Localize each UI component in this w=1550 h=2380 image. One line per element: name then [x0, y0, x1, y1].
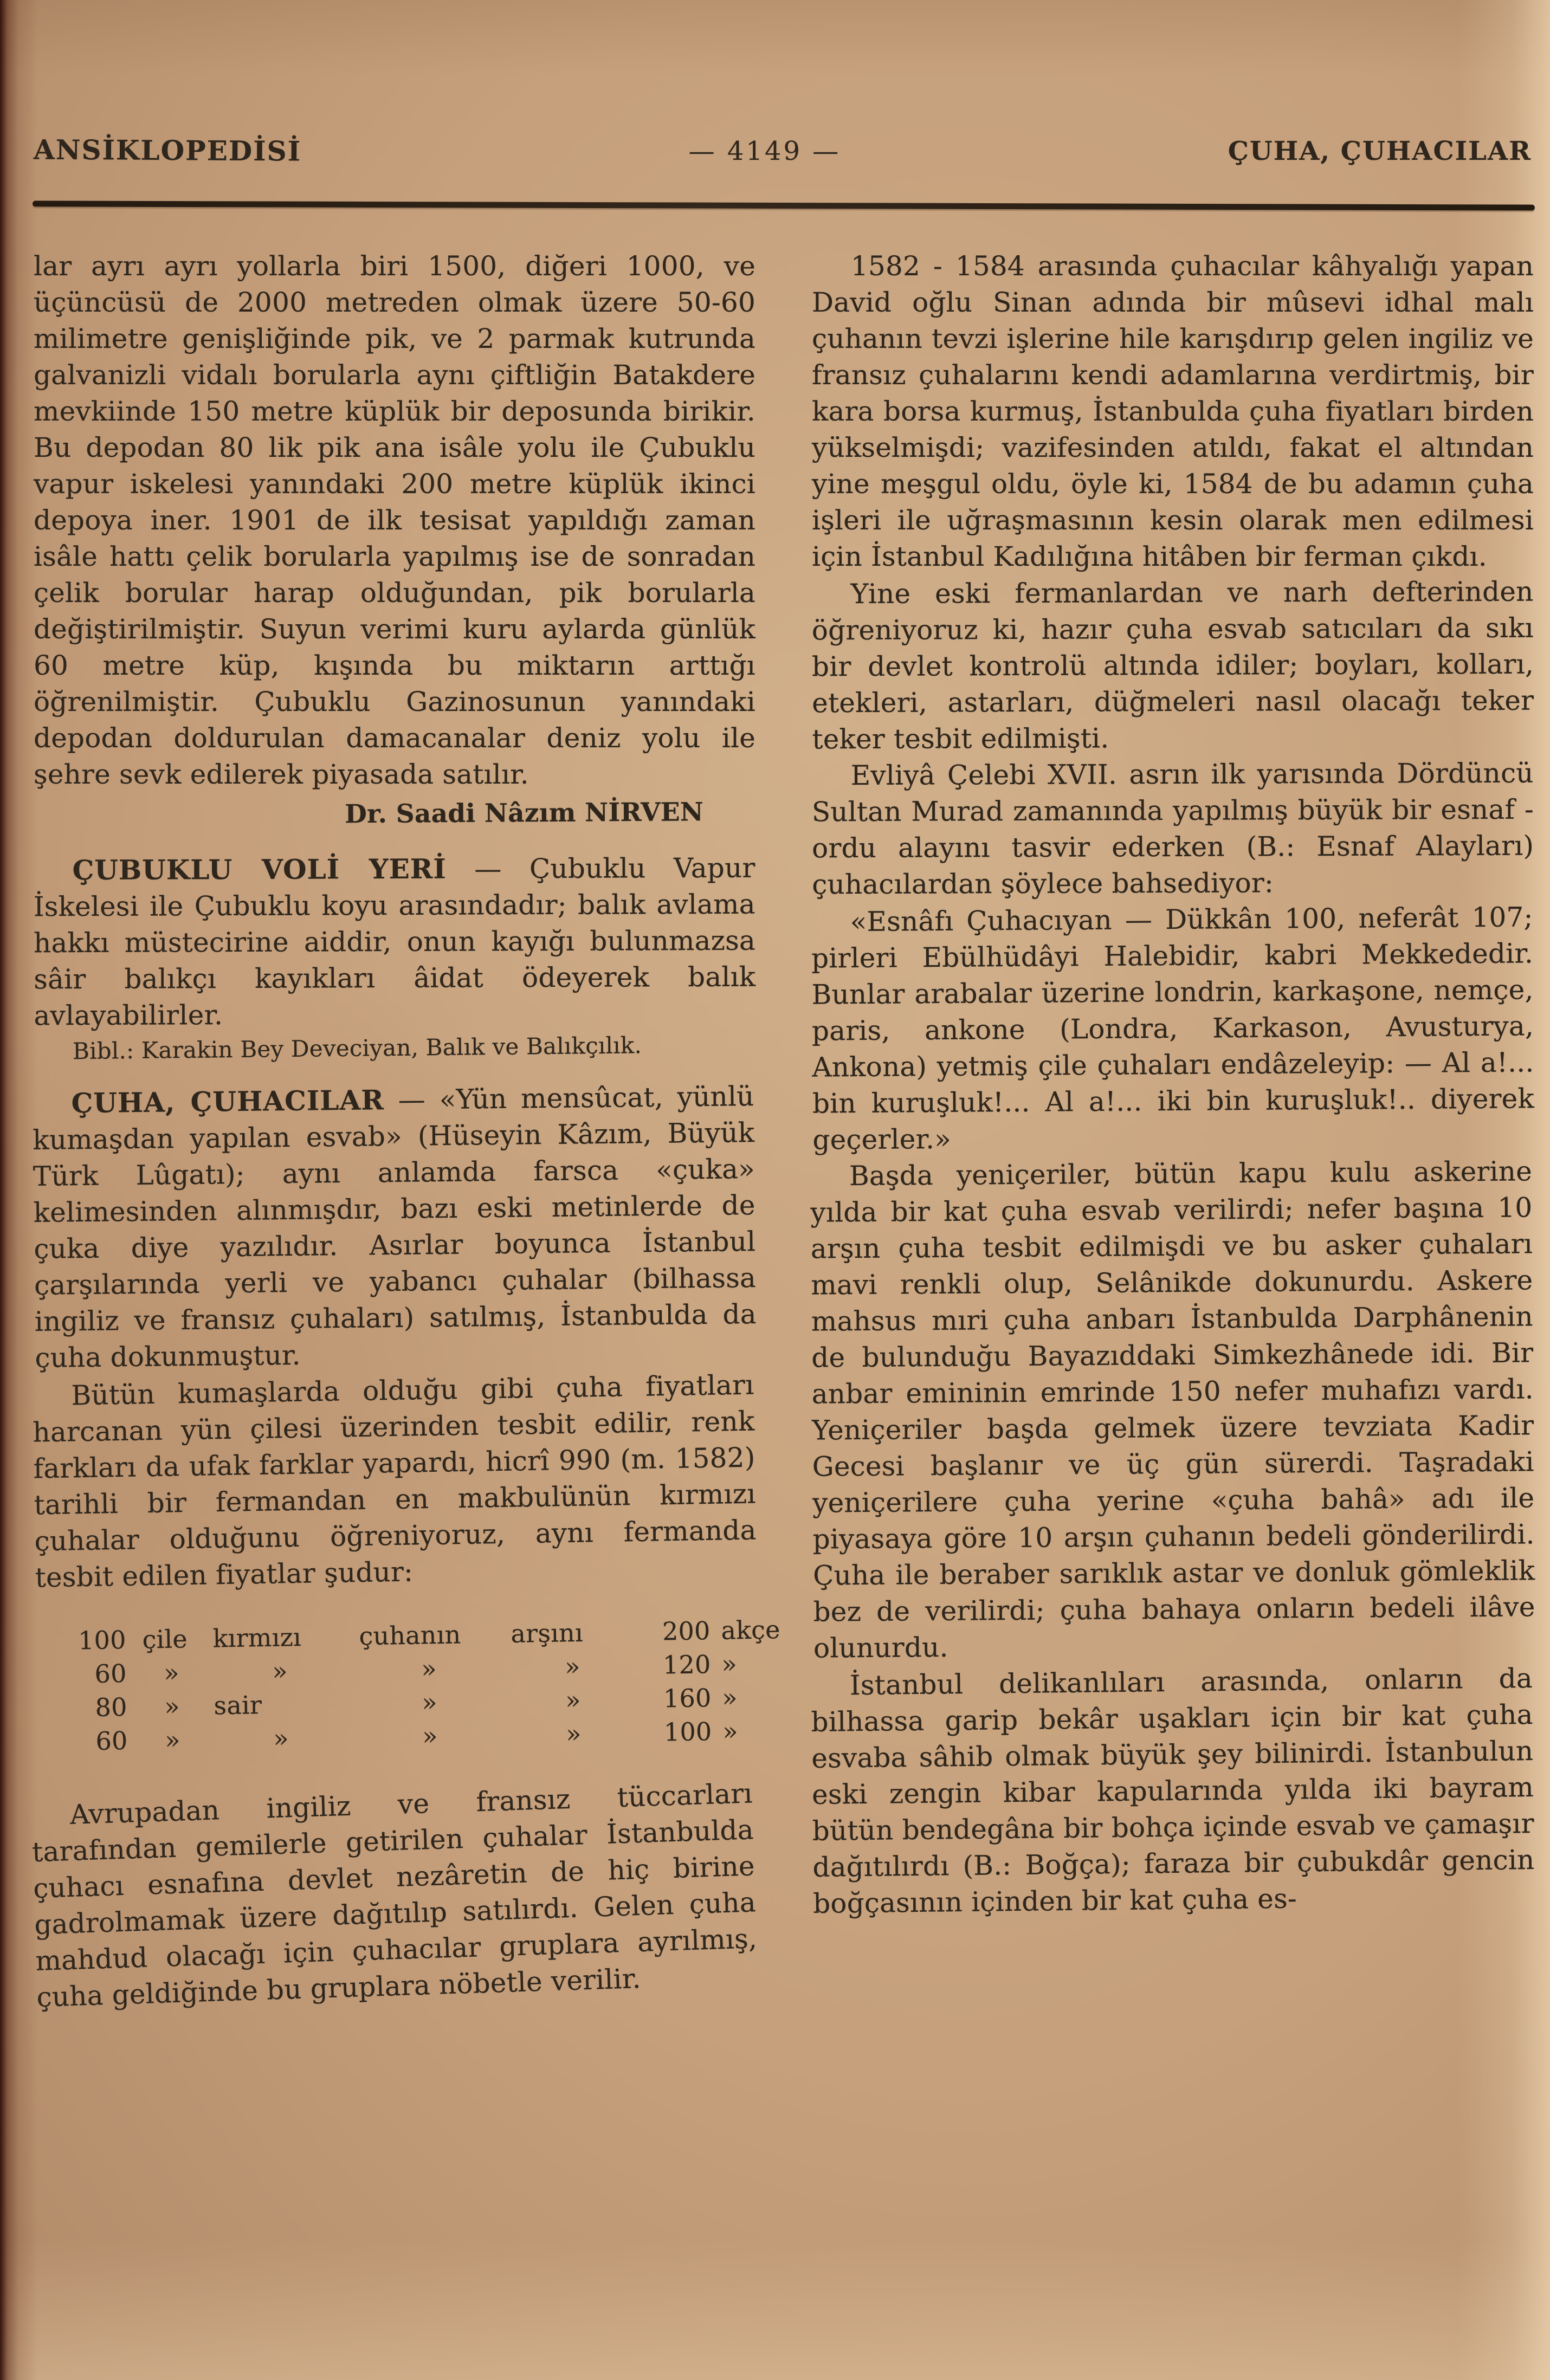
- header-rule: [33, 201, 1535, 210]
- paragraph-imported-cuha: Avrupadan ingiliz ve fransız tüccarları tarafından gemilerle getirilen çuhalar İstanbulda çuhacı esnafına devlet nezâretin de hiç birine gadrolmamak üzere dağıtılıp satılırdı. Gelen çuha mahdud olacağı için çuhacılar gruplara ayrılmış, çuha geldiğinde bu gruplara nöbetle verilir.: [31, 1777, 758, 2014]
- right-column: [812, 248, 1534, 2002]
- table-cell: »: [164, 1725, 181, 1755]
- table-cell: akçe: [721, 1615, 780, 1645]
- paragraph-esnafi-cuhaciyan-quote: «Esnâfı Çuhacıyan — Dükkân 100, neferât 107; pirleri Ebülhüdâyi Halebidir, kabri Mekkededir. Bunlar arabalar üzerine londrin, karkaşone, nemçe, paris, ankone (Londra, Karkason, Avusturya, Ankona) yetmiş çile çuhaları endâzeleyip: — Al a!... bin kuruşluk!... Al a!... iki bin kuruşluk!.. diyerek geçerler.»: [811, 901, 1535, 1156]
- entry-text-cuha-cuhacilar: — «Yün mensûcat, yünlü kumaşdan yapılan esvab» (Hüseyin Kâzım, Büyük Türk Lûgatı); aynı anlamda farsca «çuka» kelimesinden alınmışdır, bazı eski metinlerde de çuka diye yazılıdır. Asırlar boyunca İstanbul çarşılarında yerli ve yabancı çuhalar (bilhassa ingiliz ve fransız çuhaları) satılmış, İstanbulda da çuha dokunmuştur.: [32, 1081, 757, 1374]
- table-cell: 160: [663, 1683, 712, 1713]
- entry-cuha-cuhacilar: [32, 1078, 757, 1376]
- page-header: [34, 134, 1532, 166]
- price-table: [54, 1613, 780, 1758]
- paragraph-narh-defterleri: Yine eski fermanlardan ve narh defterinden öğreniyoruz ki, hazır çuha esvab satıcıları da sıkı bir devlet kontrolü altında idiler; boyları, kolları, etekleri, astarları, düğmeleri nasıl olacağı teker teker tesbit edilmişti.: [811, 575, 1534, 755]
- left-column: [31, 248, 780, 2014]
- table-cell: »: [273, 1723, 289, 1753]
- table-cell: »: [564, 1651, 581, 1681]
- table-cell: 80: [95, 1692, 127, 1722]
- paragraph-yeniceri-cuha: Başda yeniçeriler, bütün kapu kulu askerine yılda bir kat çuha esvab verilirdi; nefer başına 10 arşın çuha tesbit edilmişdi ve bu asker çuhaları mavi renkli olup, Selânikde dokunurdu. Askere mahsus mıri çuha anbarı İstanbulda Darphânenin de bulunduğu Bayazıddaki Simkezhânede idi. Bir anbar emininin emrinde 150 nefer muhafızı vardı. Yeniçeriler başda gelmek üzere tevziata Kadir Gecesi başlanır ve üç gün sürerdi. Taşradaki yeniçerilere çuha yerine «çuha bahâ» adı ile piyasaya göre 10 arşın çuhanın bedeli gönderilirdi. Çuha ile beraber sarıklık astar ve donluk gömleklik bez de verilirdi; çuha bahaya onların bedeli ilâve olunurdu.: [810, 1155, 1535, 1664]
- page-number: — 4149 —: [688, 136, 841, 166]
- entry-title-cubuklu-voli-yeri: ÇUBUKLU VOLİ YERİ: [72, 852, 447, 887]
- two-column-text: [31, 248, 1535, 2014]
- table-cell: sair: [214, 1690, 262, 1721]
- paragraph-cubuklu-water-continuation: lar ayrı ayrı yollarla biri 1500, diğeri 1000, ve üçüncüsü de 2000 metreden olmak üzere 50-60 milimetre genişliğinde pik, ve 2 parmak kutrunda galvanizli vidalı borularla aynı çiftliğin Batakdere mevkiinde 150 metre küplük bir deposunda birikir. Bu depodan 80 lik pik ana isâle yolu ile Çubuklu vapur iskelesi yanındaki 200 metre küplük ikinci depoya iner. 1901 de ilk tesisat yapıldığı zaman isâle hattı çelik borularla yapılmış ise de sonradan çelik borular harap olduğundan, pik borularla değiştirilmiştir. Suyun verimi kuru aylarda günlük 60 metre küp, kışında bu miktarın arttığı öğrenilmiştir. Çubuklu Gazinosunun yanındaki depodan doldurulan damacanalar deniz yolu ile şehre sevk edilerek piyasada satılır.: [34, 250, 755, 790]
- table-cell: arşını: [511, 1618, 584, 1648]
- header-right-title: ÇUHA, ÇUHACILAR: [1228, 136, 1532, 166]
- table-cell: »: [164, 1691, 180, 1721]
- paragraph-evliya-celebi: Evliyâ Çelebi XVII. asrın ilk yarısında Dördüncü Sultan Murad zamanında yapılmış büyük bir esnaf - ordu alayını tasvir ederken (B.: Esnaf Alayları) çuhacılardan şöylece bahsediyor:: [811, 757, 1534, 901]
- table-cell: »: [421, 1687, 438, 1717]
- table-cell: »: [722, 1716, 739, 1746]
- table-cell: 60: [95, 1726, 128, 1756]
- author-byline: Dr. Saadi Nâzım NİRVEN: [344, 797, 704, 830]
- entry-text-cubuklu-voli-yeri: — Çubuklu Vapur İskelesi ile Çubuklu koyu arasındadır; balık avlama hakkı müstecirine aiddir, onun kayığı bulunmazsa sâir balıkçı kayıkları âidat ödeyerek balık avlayabilirler.: [33, 852, 756, 1032]
- bibliography-line: Bibl.: Karakin Bey Deveciyan, Balık ve Balıkçılık.: [72, 1032, 642, 1065]
- table-cell: »: [272, 1656, 288, 1686]
- table-cell: »: [422, 1721, 438, 1751]
- paragraph-cuha-prices: Bütün kumaşlarda olduğu gibi çuha fiyatları harcanan yün çilesi üzerinden tesbit edilir, renk farkları da ufak farklar yapardı, hicrî 990 (m. 1582) tarihli bir fermandan en makbulünün kırmızı çuhalar olduğunu öğreniyoruz, aynı fermanda tesbit edilen fiyatlar şudur:: [33, 1369, 757, 1594]
- table-cell: kırmızı: [212, 1622, 302, 1653]
- entry-title-cuha-cuhacilar: ÇUHA, ÇUHACILAR: [71, 1084, 385, 1120]
- table-cell: »: [565, 1685, 582, 1715]
- paragraph-david-oglu-sinan: 1582 - 1584 arasında çuhacılar kâhyalığı yapan David oğlu Sinan adında bir mûsevi idhal malı çuhanın tevzi işlerine hile karışdırıp gelen ingiliz ve fransız çuhalarını kendi adamlarına verdirtmiş, bir kara borsa kurmuş, İstanbulda çuha fiyatları birden yükselmişdi; vazifesinden atıldı, fakat el altından yine meşgul oldu, öyle ki, 1584 de bu adamın çuha işleri ile uğraşmasının kesin olarak men edilmesi için İstanbul Kadılığına hitâben bir ferman çıkdı.: [812, 250, 1534, 572]
- table-cell: »: [421, 1654, 437, 1684]
- table-cell: 60: [94, 1659, 127, 1689]
- table-cell: 100: [78, 1625, 127, 1655]
- table-cell: »: [565, 1718, 582, 1749]
- entry-cubuklu-voli-yeri: [33, 850, 755, 1034]
- table-cell: 120: [662, 1650, 711, 1680]
- table-cell: »: [163, 1658, 180, 1687]
- header-left-title: ANSİKLOPEDİSİ: [33, 133, 302, 167]
- table-cell: »: [721, 1649, 738, 1679]
- table-cell: 100: [663, 1717, 712, 1747]
- table-cell: çuhanın: [359, 1620, 461, 1651]
- paragraph-istanbul-delikanlilari: İstanbul delikanlıları arasında, onların da bilhassa garip bekâr uşakları için bir kat çuha esvaba sâhib olmak büyük şey bilinirdi. İstanbulun eski zengin kibar kapularında yılda iki bayram bütün bendegâna bir bohça içinde esvab ve çamaşır dağıtılırdı (B.: Boğça); faraza bir çubukdâr gencin boğçasının içinden bir kat çuha es-: [811, 1663, 1535, 1919]
- table-cell: 200: [662, 1616, 711, 1646]
- table-cell: çile: [142, 1624, 188, 1654]
- table-cell: »: [721, 1683, 738, 1712]
